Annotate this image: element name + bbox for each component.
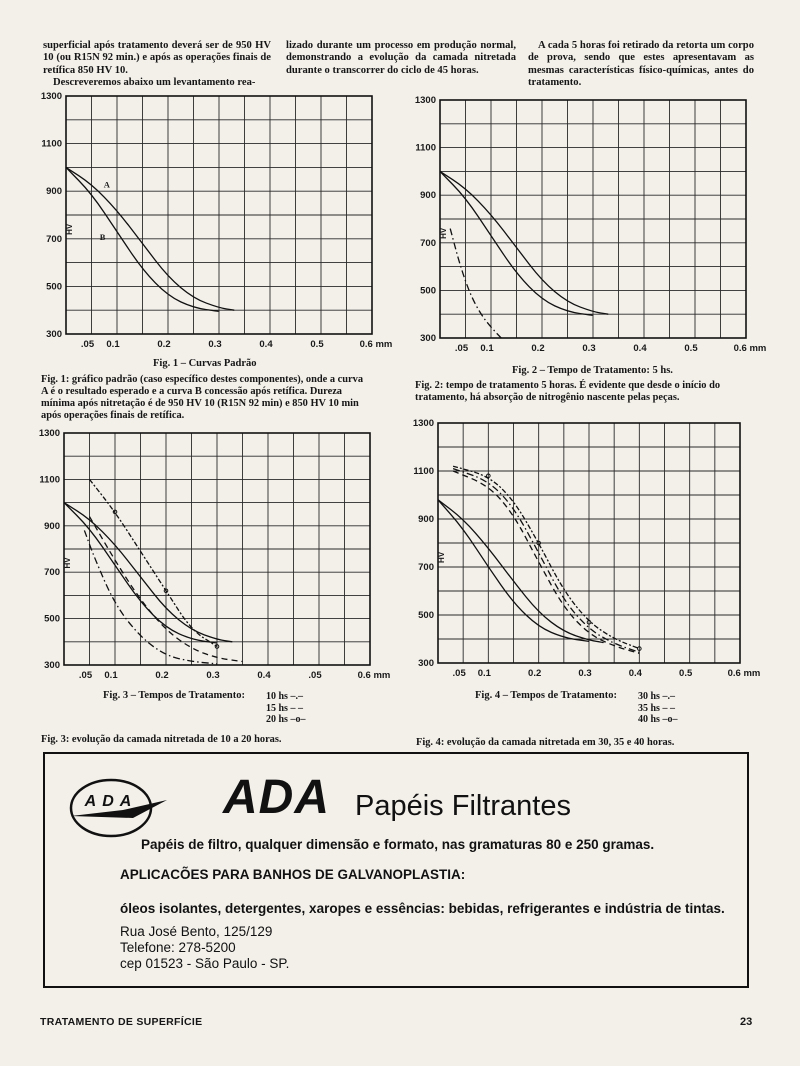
x-tick-label: 0.6 mm (733, 343, 767, 354)
legend-entry: 20 hs –o– (266, 714, 306, 725)
text-column-2 (286, 40, 516, 77)
figure-3-chart (34, 428, 410, 685)
y-tick-label: 500 (420, 285, 436, 297)
y-tick-label: 300 (44, 660, 60, 671)
series-line (453, 466, 639, 648)
x-tick-label: .05 (308, 670, 322, 681)
series-line (453, 471, 639, 653)
y-tick-label: 1100 (39, 474, 60, 486)
y-tick-label: 900 (418, 514, 434, 525)
x-tick-label: 0.5 (679, 668, 693, 679)
legend-entry: 35 hs – – (638, 702, 675, 714)
text-column-1 (43, 40, 271, 89)
x-tick-label: 0.4 (633, 343, 647, 354)
y-tick-label: 1100 (41, 138, 62, 150)
x-tick-label: 0.6 mm (359, 339, 393, 350)
y-tick-label: 900 (46, 186, 62, 198)
ad-line-2: APLICACÕES PARA BANHOS DE GALVANOPLASTIA: (120, 867, 466, 882)
brand-tagline: Papéis Filtrantes (355, 790, 571, 822)
x-tick-label: 0.2 (155, 670, 169, 681)
chart-svg (34, 428, 410, 685)
series-line (90, 479, 218, 646)
series-line (450, 229, 501, 338)
y-tick-label: 700 (420, 237, 436, 249)
y-tick-label: 500 (46, 281, 62, 293)
x-tick-label: 0.3 (582, 343, 596, 354)
x-tick-label: 0.6 mm (727, 668, 761, 679)
y-axis-label: HV (439, 227, 448, 239)
figure-1-description: Fig. 1: gráfico padrão (caso específico destes componentes), onde a curva A é o resultado esperado e a curva B concessão após retífica. Dureza mínima após nitretação é de 950 HV 10 (R15N 92 min) e 850 HV 10 min após operações finais de retífica. (41, 374, 364, 421)
figure-2-description: Fig. 2: tempo de tratamento 5 horas. É evidente que desde o início do tratamento, há absorção de nitrogênio nascente pelas peças. (415, 380, 721, 403)
chart-svg (40, 91, 412, 354)
y-tick-label: 500 (418, 610, 434, 621)
figure-4-chart (412, 418, 780, 683)
figure-2-caption: Fig. 2 – Tempo de Tratamento: 5 hs. (512, 365, 673, 376)
x-tick-label: 0.6 mm (357, 670, 391, 681)
y-tick-label: 700 (46, 233, 62, 245)
legend-entry: 10 hs –.– (266, 691, 303, 702)
figure-3-caption: Fig. 3 – Tempos de Tratamento: (103, 690, 245, 701)
x-tick-label: 0.5 (310, 339, 324, 350)
x-tick-label: 0.1 (477, 668, 491, 679)
y-tick-label: 1300 (38, 428, 60, 439)
chart-svg (412, 418, 780, 683)
legend-entry: 15 hs – – (266, 702, 303, 714)
x-tick-label: .05 (78, 670, 93, 681)
x-tick-label: 0.4 (628, 668, 642, 679)
x-tick-label: 0.3 (206, 670, 220, 681)
x-tick-label: .05 (452, 668, 466, 679)
postal-line: cep 01523 - São Paulo - SP. (120, 956, 290, 971)
paragraph: lizado durante um processo em produção normal, demonstrando a evolução da camada nitretada durante o transcorrer do ciclo de 45 horas. (286, 40, 516, 76)
y-tick-label: 1100 (413, 466, 434, 477)
x-tick-label: 0.4 (259, 339, 273, 350)
y-tick-label: 1300 (414, 95, 436, 106)
series-line (453, 469, 639, 653)
text-column-3 (528, 40, 754, 89)
x-tick-label: .05 (454, 343, 469, 354)
y-tick-label: 300 (46, 329, 62, 340)
chart-svg (414, 95, 786, 358)
y-tick-label: 900 (44, 520, 60, 532)
x-tick-label: 0.3 (208, 339, 222, 350)
curve-label-a: A (103, 179, 110, 190)
x-tick-label: 0.1 (106, 339, 120, 350)
figure-2-chart (414, 95, 786, 358)
x-tick-label: .05 (80, 339, 95, 350)
x-tick-label: 0.4 (257, 670, 271, 681)
curve-label-b: B (99, 231, 106, 242)
figure-4-caption: Fig. 4 – Tempos de Tratamento: (475, 690, 617, 701)
figure-1-caption: Fig. 1 – Curvas Padrão (153, 358, 257, 369)
paragraph: Descreveremos abaixo um levantamento rea- (53, 76, 256, 88)
ad-address (120, 924, 289, 972)
y-tick-label: 1300 (412, 418, 434, 429)
ad-line-1: Papéis de filtro, qualquer dimensão e formato, nas gramaturas 80 e 250 gramas. (141, 837, 655, 852)
x-tick-label: 0.1 (104, 670, 118, 681)
figure-1-chart (40, 91, 412, 354)
advertisement-box (43, 752, 749, 988)
y-tick-label: 900 (420, 190, 436, 202)
legend-entry: 40 hs –o– (638, 714, 678, 725)
y-tick-label: 700 (418, 562, 434, 573)
x-tick-label: 0.1 (480, 343, 494, 354)
figure-4-legend (638, 691, 677, 726)
y-axis-label: HV (437, 551, 446, 563)
x-tick-label: 0.2 (157, 339, 171, 350)
brand-name: ADA (223, 771, 330, 824)
ad-line-3: óleos isolantes, detergentes, xaropes e essências: bebidas, refrigerantes e indústria de tintas. (120, 901, 725, 916)
ada-logo-icon (63, 772, 173, 840)
page-number: 23 (740, 1016, 753, 1028)
y-tick-label: 700 (44, 567, 60, 579)
x-tick-label: 0.5 (684, 343, 698, 354)
y-tick-label: 1300 (40, 91, 62, 102)
address-line: Rua José Bento, 125/129 (120, 924, 273, 939)
figure-3-description: Fig. 3: evolução da camada nitretada de 10 a 20 horas. (41, 734, 282, 745)
x-tick-label: 0.3 (578, 668, 592, 679)
paragraph: A cada 5 horas foi retirado da retorta um corpo de prova, sendo que estes apresentavam as mesmas características físico-químicas, antes do tratamento. (528, 40, 754, 88)
footer-section-title: TRATAMENTO DE SUPERFÍCIE (40, 1016, 203, 1028)
x-tick-label: 0.2 (528, 668, 542, 679)
logo-letters: ADA (84, 793, 138, 810)
phone-line: Telefone: 278-5200 (120, 940, 236, 955)
paragraph: superficial após tratamento deverá ser de 950 HV 10 (ou R15N 92 min.) e após as operações finais de retífica 850 HV 10. (43, 40, 271, 76)
y-axis-label: HV (63, 557, 72, 569)
y-tick-label: 300 (418, 658, 434, 669)
y-tick-label: 1100 (415, 142, 436, 154)
y-tick-label: 500 (44, 613, 60, 625)
legend-entry: 30 hs –.– (638, 691, 675, 702)
figure-4-description: Fig. 4: evolução da camada nitretada em 30, 35 e 40 horas. (416, 737, 675, 748)
figure-3-legend (266, 691, 305, 726)
y-tick-label: 300 (420, 333, 436, 344)
x-tick-label: 0.2 (531, 343, 545, 354)
y-axis-label: HV (65, 223, 74, 235)
